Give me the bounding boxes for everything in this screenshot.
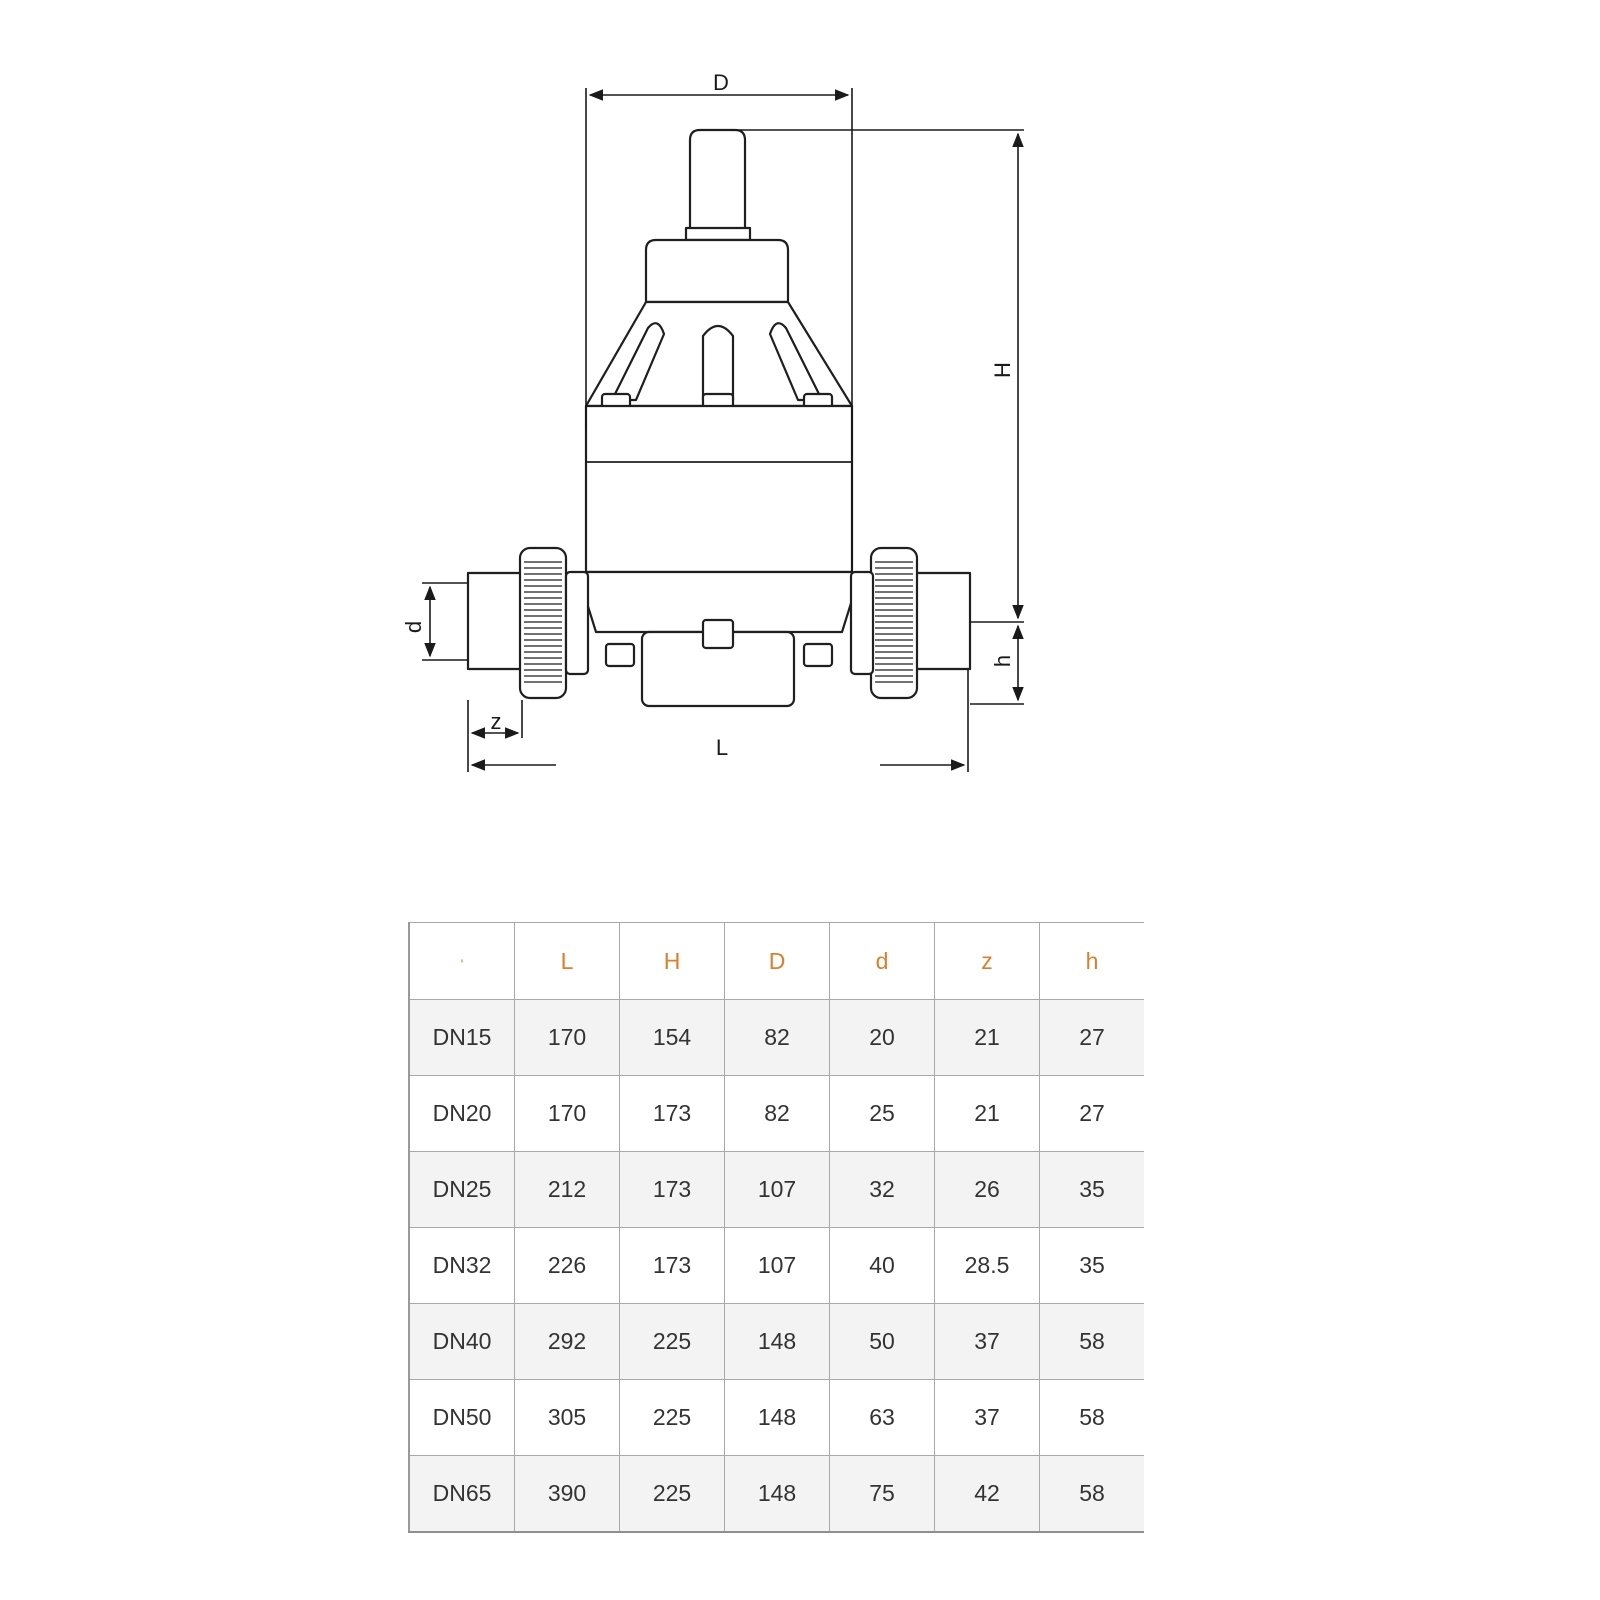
table-cell: 390 <box>515 1456 620 1533</box>
cone-rib-center <box>703 326 733 400</box>
row-size-label: DN65 <box>409 1456 515 1533</box>
table-header-row <box>409 923 1144 1000</box>
table-cell: 26 <box>935 1152 1040 1228</box>
table-row <box>409 1076 1144 1152</box>
table-cell: 107 <box>725 1228 830 1304</box>
table-cell: 37 <box>935 1380 1040 1456</box>
table-cell: 82 <box>725 1076 830 1152</box>
row-size-label: DN32 <box>409 1228 515 1304</box>
table-cell: 170 <box>515 1076 620 1152</box>
union-end-left <box>566 572 588 674</box>
valve-stem <box>690 130 745 238</box>
bottom-lug-right <box>804 644 832 666</box>
row-size-label: DN50 <box>409 1380 515 1456</box>
table-cell: 37 <box>935 1304 1040 1380</box>
table-cell: 27 <box>1040 1000 1145 1076</box>
table-cell: 63 <box>830 1380 935 1456</box>
table-row <box>409 1228 1144 1304</box>
table-cell: 21 <box>935 1076 1040 1152</box>
header-D: D <box>725 923 830 1000</box>
dim-label-L: L <box>715 735 729 760</box>
table-cell: 225 <box>620 1304 725 1380</box>
table-cell: 212 <box>515 1152 620 1228</box>
table-cell: 305 <box>515 1380 620 1456</box>
table-row <box>409 1152 1144 1228</box>
dim-label-z: z <box>490 709 502 734</box>
dim-label-h: h <box>990 654 1015 668</box>
bottom-lug-left <box>606 644 634 666</box>
table-cell: 173 <box>620 1076 725 1152</box>
table-cell: 173 <box>620 1228 725 1304</box>
row-size-label: DN40 <box>409 1304 515 1380</box>
table-cell: 148 <box>725 1380 830 1456</box>
row-size-label: DN15 <box>409 1000 515 1076</box>
table-cell: 225 <box>620 1380 725 1456</box>
row-size-label: DN20 <box>409 1076 515 1152</box>
table-cell: 25 <box>830 1076 935 1152</box>
table-cell: 226 <box>515 1228 620 1304</box>
table-row <box>409 1456 1144 1533</box>
table-cell: 32 <box>830 1152 935 1228</box>
table-cell: 20 <box>830 1000 935 1076</box>
header-z: z <box>935 923 1040 1000</box>
dim-label-H: H <box>990 362 1015 378</box>
table-cell: 173 <box>620 1152 725 1228</box>
table-cell: 292 <box>515 1304 620 1380</box>
table-cell: 82 <box>725 1000 830 1076</box>
header-h: h <box>1040 923 1145 1000</box>
table-cell: 58 <box>1040 1304 1145 1380</box>
header-L: L <box>515 923 620 1000</box>
valve-body-outline <box>468 130 970 706</box>
row-size-label: DN25 <box>409 1152 515 1228</box>
header-H: H <box>620 923 725 1000</box>
table-cell: 58 <box>1040 1380 1145 1456</box>
dim-label-D: D <box>713 70 729 95</box>
table-row <box>409 1000 1144 1076</box>
table-cell: 50 <box>830 1304 935 1380</box>
table-cell: 40 <box>830 1228 935 1304</box>
table-cell: 35 <box>1040 1152 1145 1228</box>
table-cell: 170 <box>515 1000 620 1076</box>
union-end-right <box>851 572 873 674</box>
table-row <box>409 1380 1144 1456</box>
dim-label-d: d <box>401 620 426 634</box>
table-cell: 225 <box>620 1456 725 1533</box>
table-cell: 75 <box>830 1456 935 1533</box>
bonnet-top <box>646 240 788 302</box>
header-d: d <box>830 923 935 1000</box>
table-cell: 21 <box>935 1000 1040 1076</box>
table-cell: 107 <box>725 1152 830 1228</box>
table-cell: 148 <box>725 1456 830 1533</box>
table-cell: 35 <box>1040 1228 1145 1304</box>
valve-body <box>586 406 852 572</box>
table-cell: 148 <box>725 1304 830 1380</box>
header-corner: ' <box>409 923 515 1000</box>
table-cell: 58 <box>1040 1456 1145 1533</box>
table-cell: 154 <box>620 1000 725 1076</box>
table-cell: 42 <box>935 1456 1040 1533</box>
bottom-lug-center <box>703 620 733 648</box>
table-row <box>409 1304 1144 1380</box>
stem-collar <box>686 228 750 240</box>
table-cell: 28.5 <box>935 1228 1040 1304</box>
table-cell: 27 <box>1040 1076 1145 1152</box>
dimension-spec-table <box>408 922 1144 1533</box>
